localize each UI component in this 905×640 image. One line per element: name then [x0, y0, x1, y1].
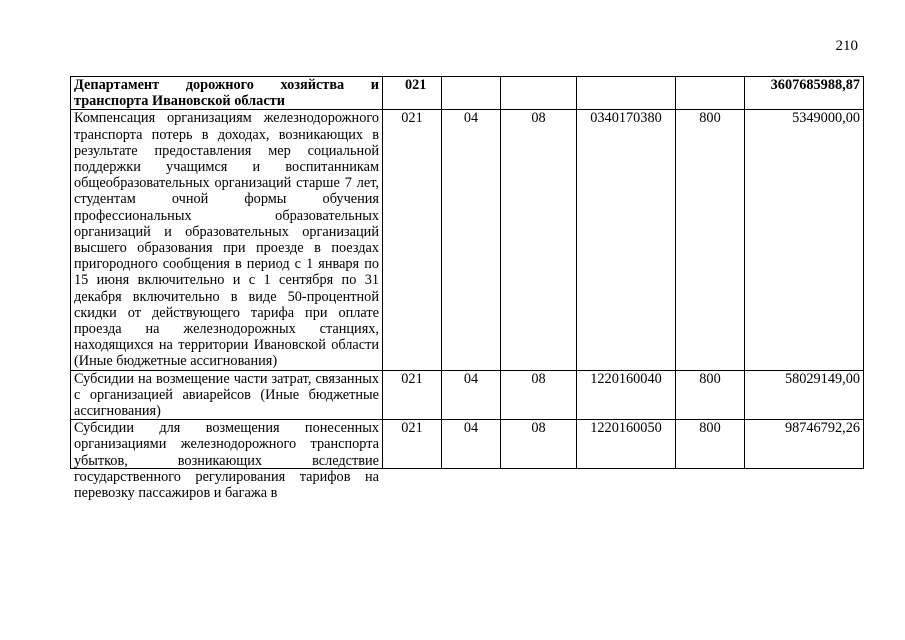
page-number: 210 [835, 38, 858, 54]
row-amount: 3607685988,87 [745, 77, 864, 110]
row-description: Субсидии на возмещение части затрат, связанных с организацией авиарейсов (Иные бюджетные ассигнования) [71, 370, 383, 420]
row-target-article: 1220160040 [577, 370, 676, 420]
row-ministry-code: 021 [383, 77, 442, 110]
row-description: Департамент дорожного хозяйства и транспорта Ивановской области [71, 77, 383, 110]
row-section-code: 04 [442, 110, 501, 370]
row-subsection-code: 08 [501, 420, 577, 469]
row-description-text: Субсидии для возмещения понесенных организациями железнодорожного транспорта убытков, возникающих вследствие государственного регулирования тарифов на перевозку пассажиров и багажа в [74, 420, 379, 502]
row-section-code [442, 77, 501, 110]
row-target-article: 0340170380 [577, 110, 676, 370]
row-expense-type: 800 [676, 420, 745, 469]
row-subsection-code: 08 [501, 110, 577, 370]
row-ministry-code: 021 [383, 420, 442, 469]
table-row [71, 370, 864, 420]
row-subsection-code [501, 77, 577, 110]
table-row [71, 420, 864, 469]
row-expense-type: 800 [676, 370, 745, 420]
row-amount: 98746792,26 [745, 420, 864, 469]
row-target-article [577, 77, 676, 110]
row-section-code: 04 [442, 420, 501, 469]
row-expense-type [676, 77, 745, 110]
row-section-code: 04 [442, 370, 501, 420]
row-expense-type: 800 [676, 110, 745, 370]
row-amount: 5349000,00 [745, 110, 864, 370]
row-description: Компенсация организациям железнодорожного транспорта потерь в доходах, возникающих в результате предоставления мер социальной поддержки учащимся и воспитанникам общеобразовательных организаций старше 7 лет, студентам очной формы обучения профессиональных образовательных организаций и образовательных организаций высшего образования при проезде в поездах пригородного сообщения в период с 1 января по 15 июня включительно и с 1 сентября по 31 декабря включительно в виде 50-процентной скидки от действующего тарифа при оплате проезда на железнодорожных станциях, находящихся на территории Ивановской области (Иные бюджетные ассигнования) [71, 110, 383, 370]
row-subsection-code: 08 [501, 370, 577, 420]
row-ministry-code: 021 [383, 370, 442, 420]
table-row [71, 110, 864, 370]
row-ministry-code: 021 [383, 110, 442, 370]
budget-table [70, 76, 864, 502]
row-target-article: 1220160050 [577, 420, 676, 469]
table-row-department [71, 77, 864, 110]
row-amount: 58029149,00 [745, 370, 864, 420]
row-description [71, 420, 383, 502]
